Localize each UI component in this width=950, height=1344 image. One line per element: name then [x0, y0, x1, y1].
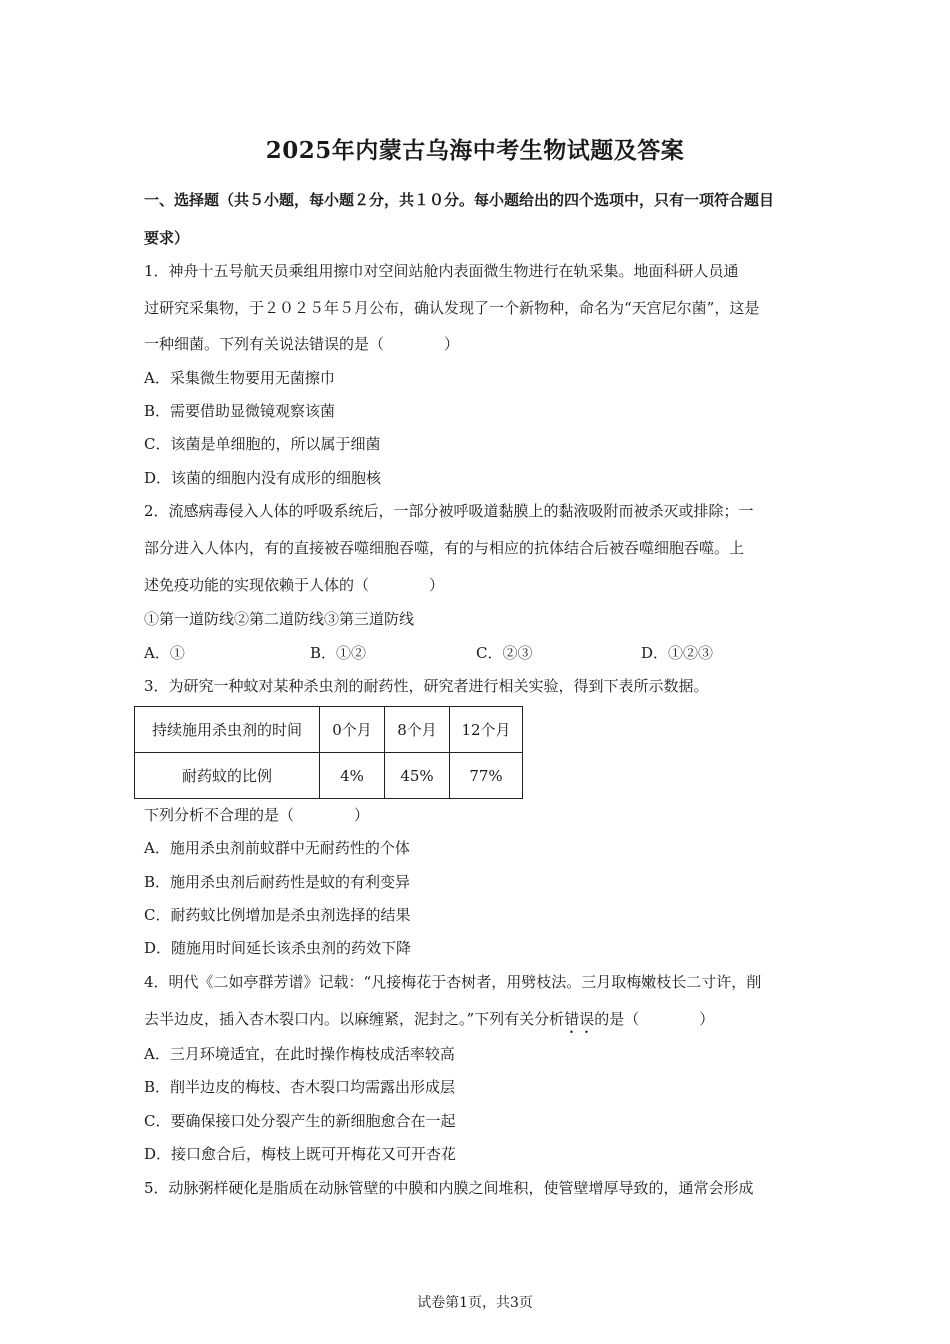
q2-option-d: D．①②③ [641, 644, 714, 662]
q1-option-a: A．采集微生物要用无菌擦巾 [144, 369, 335, 387]
q1-option-c: C．该菌是单细胞的，所以属于细菌 [144, 435, 381, 453]
table-row [135, 753, 523, 799]
table-row [135, 707, 523, 753]
q1-stem-line-1: 1．神舟十五号航天员乘组用擦巾对空间站舱内表面微生物进行在轨采集。地面科研人员通 [144, 262, 739, 280]
q2-option-a: A．① [144, 644, 185, 662]
table-header-cell: 8个月 [385, 707, 450, 753]
q3-stem-line-1: 3．为研究一种蚊对某种杀虫剂的耐药性，研究者进行相关实验，得到下表所示数据。 [144, 677, 709, 695]
table-cell: 77% [450, 753, 523, 799]
q4-option-b: B．削半边皮的梅枝、杏木裂口均需露出形成层 [144, 1078, 456, 1096]
q1-stem-line-2: 过研究采集物，于２０２５年５月公布，确认发现了一个新物种，命名为“天宫尼尔菌”，这是 [144, 299, 760, 317]
emphasis-text: 错误 [564, 1010, 595, 1028]
table-header-cell: 持续施用杀虫剂的时间 [135, 707, 320, 753]
q4-option-a: A．三月环境适宜，在此时操作梅枝成活率较高 [144, 1045, 455, 1063]
q1-option-b: B．需要借助显微镜观察该菌 [144, 402, 336, 420]
q1-option-d: D．该菌的细胞内没有成形的细胞核 [144, 469, 382, 487]
page-footer: 试卷第1页，共3页 [417, 1295, 533, 1311]
table-header-cell: 12个月 [450, 707, 523, 753]
q1-stem-line-3: 一种细菌。下列有关说法错误的是（ ） [144, 335, 460, 353]
q3-stem-line-2: 下列分析不合理的是（ ） [144, 806, 370, 824]
q4-stem-line-2-post: 的是（ ） [594, 1010, 715, 1028]
q4-option-d: D．接口愈合后，梅枝上既可开梅花又可开杏花 [144, 1145, 457, 1163]
q2-stem-line-4: ①第一道防线②第二道防线③第三道防线 [144, 610, 415, 628]
q3-option-d: D．随施用时间延长该杀虫剂的药效下降 [144, 939, 412, 957]
table-header-cell: 0个月 [320, 707, 385, 753]
q2-option-b: B．①② [310, 644, 367, 662]
q2-stem-line-2: 部分进入人体内，有的直接被吞噬细胞吞噬，有的与相应的抗体结合后被吞噬细胞吞噬。上 [144, 539, 745, 557]
table-cell: 4% [320, 753, 385, 799]
q4-stem-line-2-pre: 去半边皮，插入杏木裂口内。以麻缠紧，泥封之。”下列有关分析 [144, 1010, 565, 1028]
q3-option-c: C．耐药蚊比例增加是杀虫剂选择的结果 [144, 906, 411, 924]
resistance-data-table [134, 706, 523, 799]
q3-option-a: A．施用杀虫剂前蚊群中无耐药性的个体 [144, 839, 410, 857]
q3-option-b: B．施用杀虫剂后耐药性是蚊的有利变异 [144, 873, 411, 891]
table-row-label: 耐药蚊的比例 [135, 753, 320, 799]
q4-stem-line-2 [144, 1009, 714, 1037]
section-heading-line-2: 要求） [144, 229, 190, 247]
q4-stem-line-1: 4．明代《二如亭群芳谱》记载：“凡接梅花于杏树者，用劈枝法。三月取梅嫩枝长二寸许，削 [144, 973, 762, 991]
q2-stem-line-3: 述免疫功能的实现依赖于人体的（ ） [144, 576, 445, 594]
q4-option-c: C．要确保接口处分裂产生的新细胞愈合在一起 [144, 1112, 456, 1130]
q2-option-c: C．②③ [476, 644, 533, 662]
section-heading-line-1: 一、选择题（共５小题，每小题２分，共１０分。每小题给出的四个选项中，只有一项符合题目 [144, 191, 775, 209]
table-cell: 45% [385, 753, 450, 799]
page-title: 2025年内蒙古乌海中考生物试题及答案 [265, 137, 685, 164]
q5-stem-line-1: 5．动脉粥样硬化是脂质在动脉管壁的中膜和内膜之间堆积，使管壁增厚导致的，通常会形成 [144, 1179, 754, 1197]
q2-stem-line-1: 2．流感病毒侵入人体的呼吸系统后，一部分被呼吸道黏膜上的黏液吸附而被杀灭或排除；一 [144, 502, 754, 520]
